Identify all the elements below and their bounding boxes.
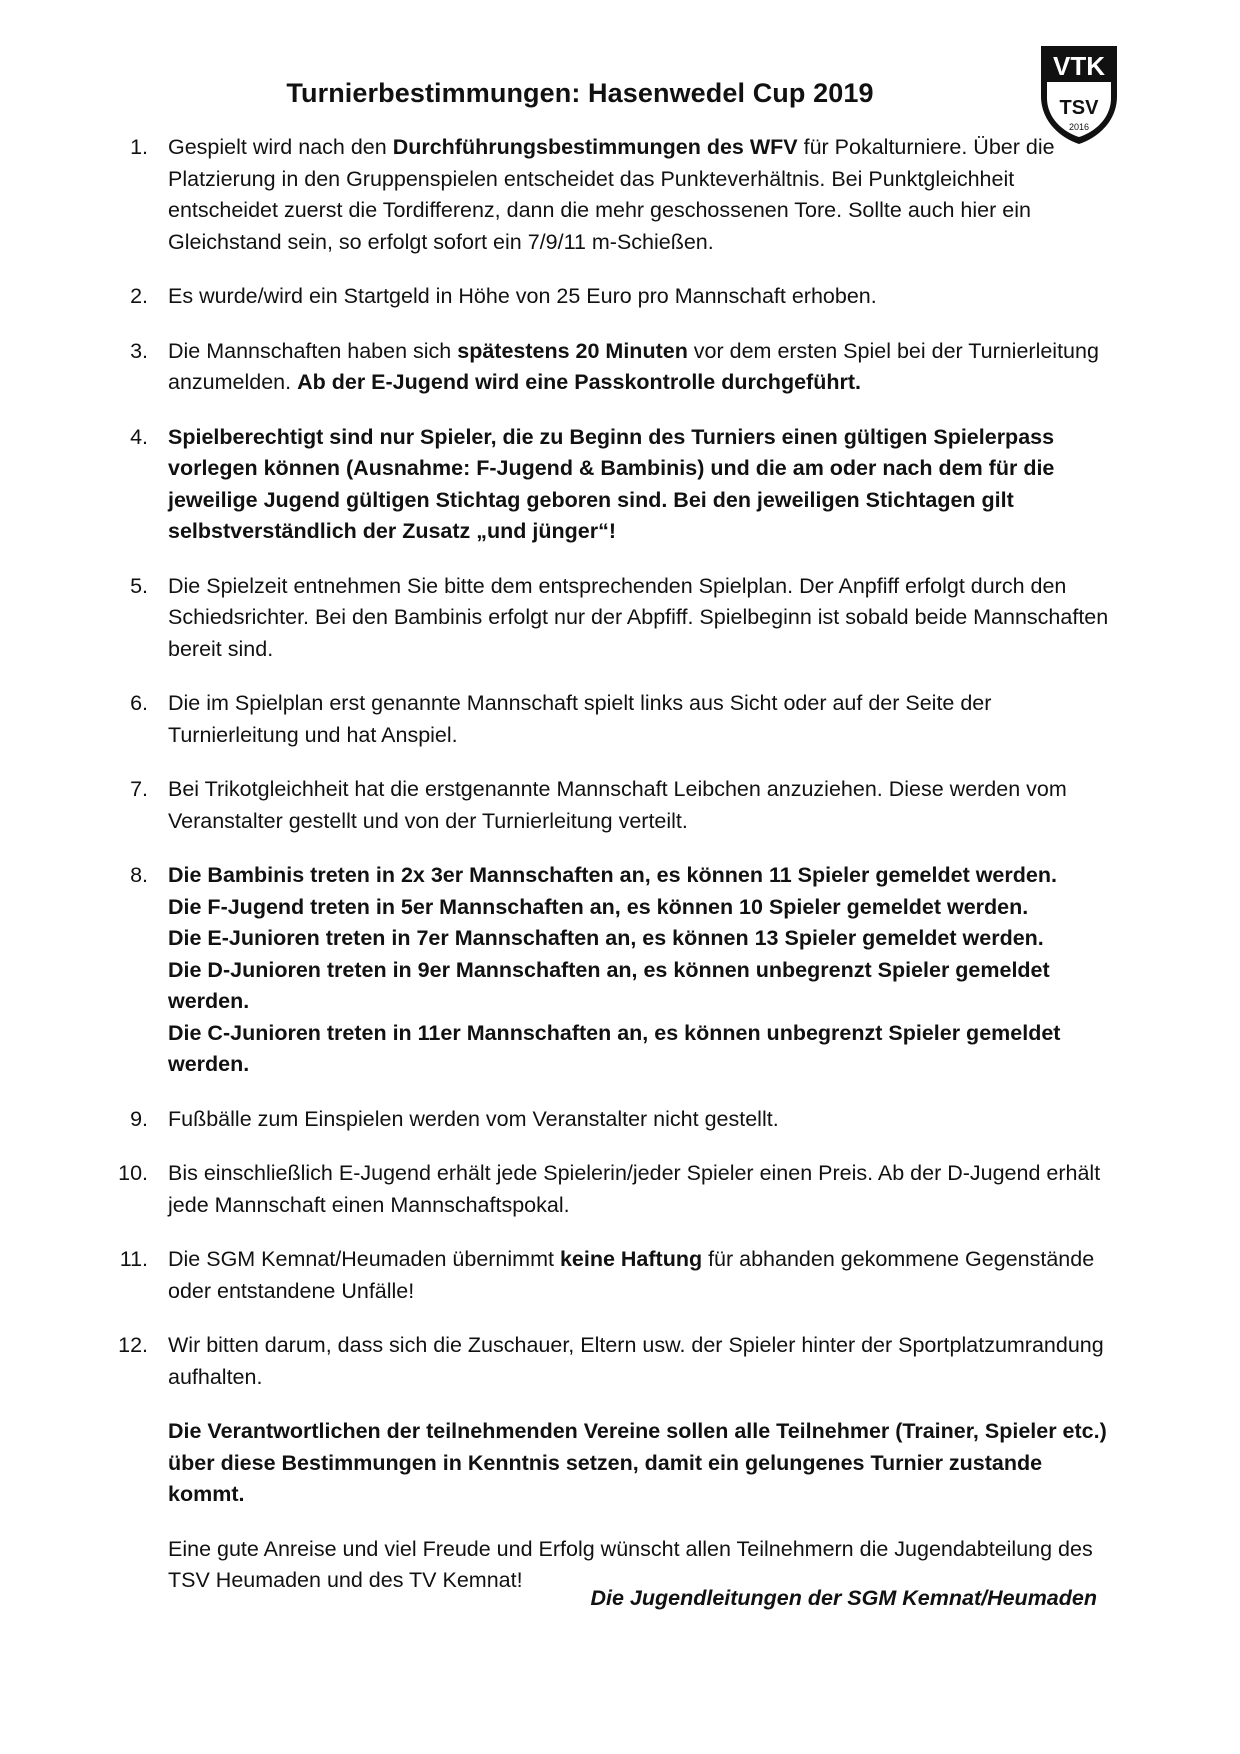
body-text: Die im Spielplan erst genannte Mannschaft spielt links aus Sicht oder auf der Seite der Turnierleitung und hat Anspiel. <box>168 691 992 747</box>
list-item-number: 8. <box>130 863 148 887</box>
list-item <box>110 688 1120 751</box>
list-item-text <box>168 860 1120 1081</box>
page-title: Turnierbestimmungen: Hasenwedel Cup 2019 <box>286 78 874 108</box>
body-text: Es wurde/wird ein Startgeld in Höhe von 25 Euro pro Mannschaft erhoben. <box>168 284 877 308</box>
list-item-number: 3. <box>130 338 148 363</box>
body-text: Gespielt wird nach den <box>168 135 393 159</box>
logo-year: 2016 <box>1068 122 1090 132</box>
list-item-text <box>168 1244 1120 1307</box>
body-text: vor dem ersten Spiel bei der Turnierleitung anzumelden. <box>168 338 1099 394</box>
list-item-text <box>168 688 1120 751</box>
list-item <box>110 571 1120 666</box>
rules-list <box>110 132 1120 1620</box>
body-text: Die Spielzeit entnehmen Sie bitte dem entsprechenden Spielplan. Der Anpfiff erfolgt durch den Schiedsrichter. Bei den Bambinis erfolgt nur der Abpfiff. Spielbeginn ist sobald beide Mannschaften bereit sind. <box>168 573 1109 661</box>
list-item <box>110 1244 1120 1307</box>
list-item-text <box>168 1330 1120 1393</box>
team-size-line: Die F-Jugend treten in 5er Mannschaften an, es können 10 Spieler gemeldet werden. <box>168 894 1029 919</box>
list-item <box>110 1330 1120 1393</box>
list-item <box>110 774 1120 837</box>
list-item-text <box>168 571 1120 666</box>
list-item-text <box>168 1158 1120 1221</box>
list-item-number: 5. <box>130 573 148 598</box>
body-text: Die SGM Kemnat/Heumaden übernimmt <box>168 1247 560 1271</box>
list-item-number: 7. <box>130 777 148 801</box>
list-item-number: 12. <box>118 1333 148 1357</box>
list-item-number: 1. <box>130 135 148 159</box>
body-text: Wir bitten darum, dass sich die Zuschauer, Eltern usw. der Spieler hinter der Sportplatzumrandung aufhalten. <box>168 1333 1104 1389</box>
body-text: für Pokalturniere. Über die Platzierung in den Gruppenspielen entscheidet das Punkteverhältnis. Bei Punktgleichheit entscheidet zuerst die Tordifferenz, dann die mehr geschossenen Tore. Sollte auch hier ein Gleichstand sein, so erfolgt sofort ein 7/9/11 m-Schießen. <box>168 135 1055 254</box>
list-item-text <box>168 281 1120 313</box>
list-item-number: 6. <box>130 691 148 715</box>
body-text: Bis einschließlich E-Jugend erhält jede Spielerin/jeder Spieler einen Preis. Ab der D-Jugend erhält jede Mannschaft einen Mannschaftspokal. <box>168 1161 1101 1217</box>
team-size-line: Die C-Junioren treten in 11er Mannschaften an, es können unbegrenzt Spieler gemeldet werden. <box>168 1020 1061 1076</box>
body-text: Fußbälle zum Einspielen werden vom Veranstalter nicht gestellt. <box>168 1106 779 1131</box>
emphasis-text: keine Haftung <box>559 1247 703 1271</box>
emphasis-text: Spielberechtigt sind nur Spieler, die zu Beginn des Turniers einen gültigen Spielerpass vorlegen können (Ausnahme: F-Jugend & Bambinis) und die am oder nach dem für die jeweilige Jugend gültigen Stichtag geboren sind. Bei den jeweiligen Stichtagen gilt selbstverständlich der Zusatz „und jünger“! <box>168 424 1055 543</box>
list-item-number: 9. <box>130 1106 148 1131</box>
closing-greeting: Eine gute Anreise und viel Freude und Erfolg wünscht allen Teilnehmern die Jugendabteilung des TSV Heumaden und des TV Kemnat! <box>168 1536 1093 1592</box>
list-item <box>110 1158 1120 1221</box>
list-item-number: 11. <box>119 1247 148 1271</box>
list-item-number: 2. <box>130 284 148 308</box>
body-text: für abhanden gekommene Gegenstände oder entstandene Unfälle! <box>168 1247 1095 1303</box>
emphasis-text: spätestens 20 Minuten <box>457 338 688 363</box>
logo-middle-text: TSV <box>1059 97 1099 119</box>
team-size-line: Die E-Junioren treten in 7er Mannschaften an, es können 13 Spieler gemeldet werden. <box>168 926 1044 950</box>
club-logo <box>1035 42 1123 146</box>
team-size-line: Die Bambinis treten in 2x 3er Mannschaften an, es können 11 Spieler gemeldet werden. <box>168 863 1057 887</box>
list-item-number: 10. <box>118 1161 148 1185</box>
body-text: Bei Trikotgleichheit hat die erstgenannte Mannschaft Leibchen anzuziehen. Diese werden vom Veranstalter gestellt und von der Turnierleitung verteilt. <box>168 777 1067 833</box>
signature: Die Jugendleitungen der SGM Kemnat/Heumaden <box>590 1586 1097 1610</box>
logo-top-text: VTK <box>1053 51 1105 81</box>
list-item-text <box>168 774 1120 837</box>
list-item-text <box>168 1104 1120 1136</box>
list-item <box>110 132 1120 258</box>
list-item-text <box>168 422 1120 548</box>
list-item-text <box>168 132 1120 258</box>
emphasis-text: Durchführungsbestimmungen des WFV <box>392 135 798 159</box>
list-item <box>110 336 1120 399</box>
list-item <box>110 281 1120 313</box>
list-item <box>110 1104 1120 1136</box>
emphasis-text: Ab der E-Jugend wird eine Passkontrolle durchgeführt. <box>297 370 861 394</box>
list-item-number: 4. <box>130 424 148 449</box>
team-size-line: Die D-Junioren treten in 9er Mannschaften an, es können unbegrenzt Spieler gemeldet werden. <box>168 957 1050 1013</box>
list-item-text <box>168 336 1120 399</box>
body-text: Die Mannschaften haben sich <box>168 338 458 363</box>
list-item <box>110 422 1120 548</box>
list-item <box>110 860 1120 1081</box>
closing-notice: Die Verantwortlichen der teilnehmenden Vereine sollen alle Teilnehmer (Trainer, Spieler etc.) über diese Bestimmungen in Kenntnis setzen, damit ein gelungenes Turnier zustande kommt. <box>168 1419 1107 1506</box>
